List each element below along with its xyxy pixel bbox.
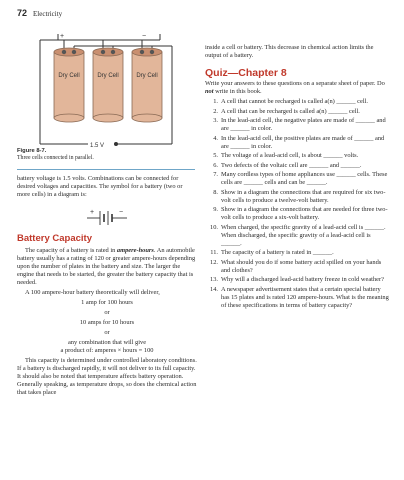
question-text: When charged, the specific gravity of a lead-acid cell is ______. When discharged, the specific gravity of a lead-acid cell is ______. bbox=[221, 223, 386, 247]
voltage-label: 1.5 V bbox=[90, 143, 105, 149]
quiz-question bbox=[205, 117, 390, 133]
svg-text:−: − bbox=[142, 33, 147, 40]
question-text: A cell that cannot be recharged is called a(n) ______ cell. bbox=[221, 98, 368, 105]
question-number: 12. bbox=[210, 258, 218, 266]
quiz-instructions: Write your answers to these questions on a separate sheet of paper. Do not write in this book. bbox=[205, 80, 385, 95]
example-or-1: or bbox=[104, 309, 110, 316]
question-text: In the lead-acid cell, the negative plates are made of ______ and are ______ in color. bbox=[221, 117, 386, 132]
left-column bbox=[17, 175, 197, 399]
page-header bbox=[17, 8, 62, 18]
question-number: 4. bbox=[213, 134, 218, 142]
quiz-question bbox=[205, 98, 390, 106]
question-number: 13. bbox=[210, 276, 218, 283]
question-number: 10. bbox=[210, 223, 218, 231]
question-number: 11. bbox=[210, 249, 218, 256]
question-text: Many cordless types of home appliances use ______ cells. These cells are ______ cells and can be ______. bbox=[221, 171, 388, 186]
quiz-question bbox=[205, 249, 390, 257]
quiz-question bbox=[205, 135, 390, 151]
question-number: 14. bbox=[210, 285, 218, 293]
question-number: 9. bbox=[213, 206, 218, 213]
figure-caption-text: Three cells connected in parallel. bbox=[17, 155, 94, 161]
quiz-question-list bbox=[205, 98, 390, 310]
quiz-question bbox=[205, 162, 390, 170]
dry-cell-3 bbox=[132, 48, 162, 122]
question-text: Two defects of the voltaic cell are ______ and ______. bbox=[221, 161, 362, 169]
quiz-question bbox=[205, 152, 390, 160]
not-emphasis: not bbox=[205, 88, 214, 95]
page-title: Electricity bbox=[33, 10, 63, 18]
page-number: 72 bbox=[17, 8, 28, 18]
ampere-hours-term: ampere-hours bbox=[116, 247, 154, 254]
intro-paragraph: battery voltage is 1.5 volts. Combinations can be connected for desired voltages and capacities. The symbol for a battery (two or more cells) in a diagram is: bbox=[17, 175, 183, 198]
question-number: 7. bbox=[213, 171, 218, 178]
quiz-title: Quiz—Chapter 8 bbox=[205, 67, 287, 79]
right-column bbox=[205, 44, 390, 311]
quiz-question bbox=[205, 276, 390, 284]
question-text: A newspaper advertisement states that a certain special battery has 15 plates and is rated 120 ampere-hours. What is the meaning of these specifications in terms of battery capacity? bbox=[221, 285, 389, 309]
dry-cell-2 bbox=[93, 48, 123, 122]
question-text: The capacity of a battery is rated in ______. bbox=[221, 249, 334, 256]
quiz-question bbox=[205, 224, 390, 248]
cell-3-label: Dry Cell bbox=[136, 73, 158, 79]
dry-cell-1 bbox=[54, 48, 84, 122]
question-number: 3. bbox=[213, 117, 218, 124]
question-text: What should you do if some battery acid spilled on your hands and clothes? bbox=[221, 258, 382, 274]
continuation-paragraph: inside a cell or battery. This decrease in chemical action limits the output of a battery. bbox=[205, 44, 374, 59]
question-number: 2. bbox=[213, 107, 218, 115]
question-number: 6. bbox=[213, 161, 218, 169]
svg-text:+: + bbox=[60, 33, 65, 40]
example-line-1: 1 amp for 100 hours bbox=[81, 299, 133, 306]
quiz-question bbox=[205, 259, 390, 275]
quiz-question bbox=[205, 189, 390, 205]
quiz-question bbox=[205, 108, 390, 116]
question-number: 5. bbox=[213, 152, 218, 159]
capacity-paragraph-2: A 100 ampere-hour battery theoretically will deliver, bbox=[25, 289, 160, 296]
figure-caption bbox=[17, 148, 197, 162]
caption-divider bbox=[17, 169, 195, 170]
svg-text:−: − bbox=[119, 209, 124, 216]
question-text: The voltage of a lead-acid cell, is about ______ volts. bbox=[221, 152, 359, 159]
capacity-paragraph-3: This capacity is determined under controlled laboratory conditions. If a battery is discharged rapidly, it will not deliver to its full capacity. It should also be noted that temperature affects battery operation. Generally speaking, as temperature drops, so does the chemical action that takes place bbox=[17, 357, 197, 396]
example-line-2: 10 amps for 10 hours bbox=[79, 319, 135, 326]
quiz-question bbox=[205, 206, 390, 222]
quiz-question bbox=[205, 171, 390, 187]
quiz-question bbox=[205, 286, 390, 310]
question-number: 8. bbox=[213, 188, 218, 196]
question-text: Why will a discharged lead-acid battery freeze in cold weather? bbox=[221, 276, 384, 283]
example-or-2: or bbox=[104, 329, 110, 336]
parallel-cells-figure bbox=[30, 32, 180, 152]
cell-2-label: Dry Cell bbox=[97, 73, 119, 79]
example-line-3: any combination that will give bbox=[67, 339, 147, 346]
cell-1-label: Dry Cell bbox=[58, 73, 80, 79]
question-text: A cell that can be recharged is called a(n) ______ cell. bbox=[221, 107, 360, 115]
figure-label: Figure 8-7. bbox=[17, 148, 47, 154]
question-text: Show in a diagram the connections that are needed for three two-volt cells to produce a six-volt battery. bbox=[221, 206, 388, 221]
battery-symbol-icon bbox=[87, 207, 127, 225]
section-title-battery-capacity: Battery Capacity bbox=[17, 233, 92, 244]
question-number: 1. bbox=[213, 98, 218, 105]
example-line-4: a product of: amperes × hours = 100 bbox=[60, 347, 154, 354]
capacity-paragraph-1: The capacity of a battery is rated in ampere-hours. An automobile battery usually has a rating of 120 or greater ampere-hours depending upon the number of plates in the battery and size. The larger the engine that needs to be started, the greater the battery capacity that is needed. bbox=[17, 247, 196, 286]
svg-text:+: + bbox=[90, 209, 95, 216]
question-text: In the lead-acid cell, the positive plates are made of ______ and are ______ in color. bbox=[221, 134, 385, 150]
question-text: Show in a diagram the connections that are required for six two-volt cells to produce a twelve-volt battery. bbox=[221, 188, 386, 204]
